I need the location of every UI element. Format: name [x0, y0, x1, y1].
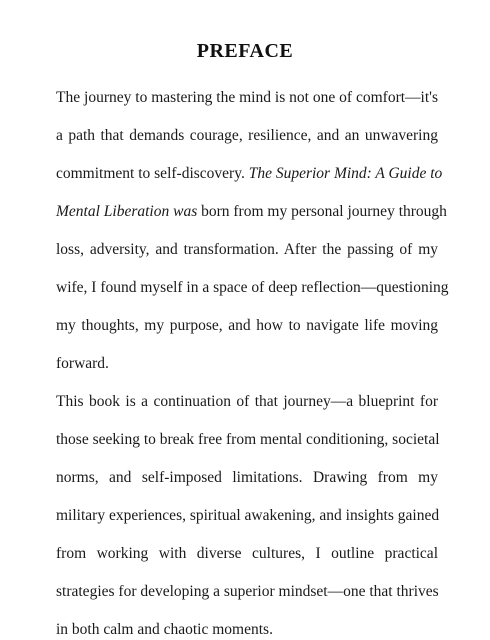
text-run: born from my personal journey through	[197, 203, 447, 220]
paragraph-2-line-3	[56, 468, 438, 488]
paragraph-1-line-3	[56, 164, 443, 184]
paragraph-1-line-2	[56, 126, 438, 146]
text-run: wife, I found myself in a space of deep reflection—questioning	[56, 279, 449, 296]
text-run: norms, and self-imposed limitations. Drawing from my	[56, 469, 438, 486]
paragraph-1-line-7	[56, 316, 438, 336]
paragraph-1-line-5	[56, 240, 438, 260]
text-run: commitment to self-discovery.	[56, 165, 249, 182]
paragraph-1-line-1	[56, 88, 438, 108]
book-title-italic: The Superior Mind: A Guide to	[248, 165, 443, 182]
text-run: in both calm and chaotic moments.	[56, 621, 273, 638]
text-run: The journey to mastering the mind is not one of comfort—it's	[56, 89, 438, 106]
text-run: from working with diverse cultures, I outline practical	[56, 545, 438, 562]
paragraph-2-line-2	[56, 430, 438, 450]
paragraph-1-line-8	[56, 354, 438, 374]
text-run: military experiences, spiritual awakening, and insights gained	[56, 507, 440, 524]
text-run: strategies for developing a superior mindset—one that thrives	[56, 583, 439, 600]
text-run: my thoughts, my purpose, and how to navigate life moving	[56, 317, 438, 334]
text-run: This book is a continuation of that journey—a blueprint for	[56, 393, 438, 410]
text-run: forward.	[56, 355, 109, 372]
paragraph-1-line-4	[56, 202, 447, 222]
paragraph-2-line-1	[56, 392, 438, 412]
page-title: PREFACE	[196, 40, 294, 62]
text-run: loss, adversity, and transformation. After the passing of my	[56, 241, 438, 258]
book-title-italic: Mental Liberation was	[56, 203, 198, 220]
text-run: a path that demands courage, resilience, and an unwavering	[56, 127, 438, 144]
paragraph-2-line-5	[56, 544, 438, 564]
paragraph-2-line-4	[56, 506, 438, 526]
paragraph-2-line-6	[56, 582, 438, 602]
text-run: those seeking to break free from mental conditioning, societal	[56, 431, 440, 448]
paragraph-2-line-7	[56, 620, 438, 640]
paragraph-1-line-6	[56, 278, 449, 298]
